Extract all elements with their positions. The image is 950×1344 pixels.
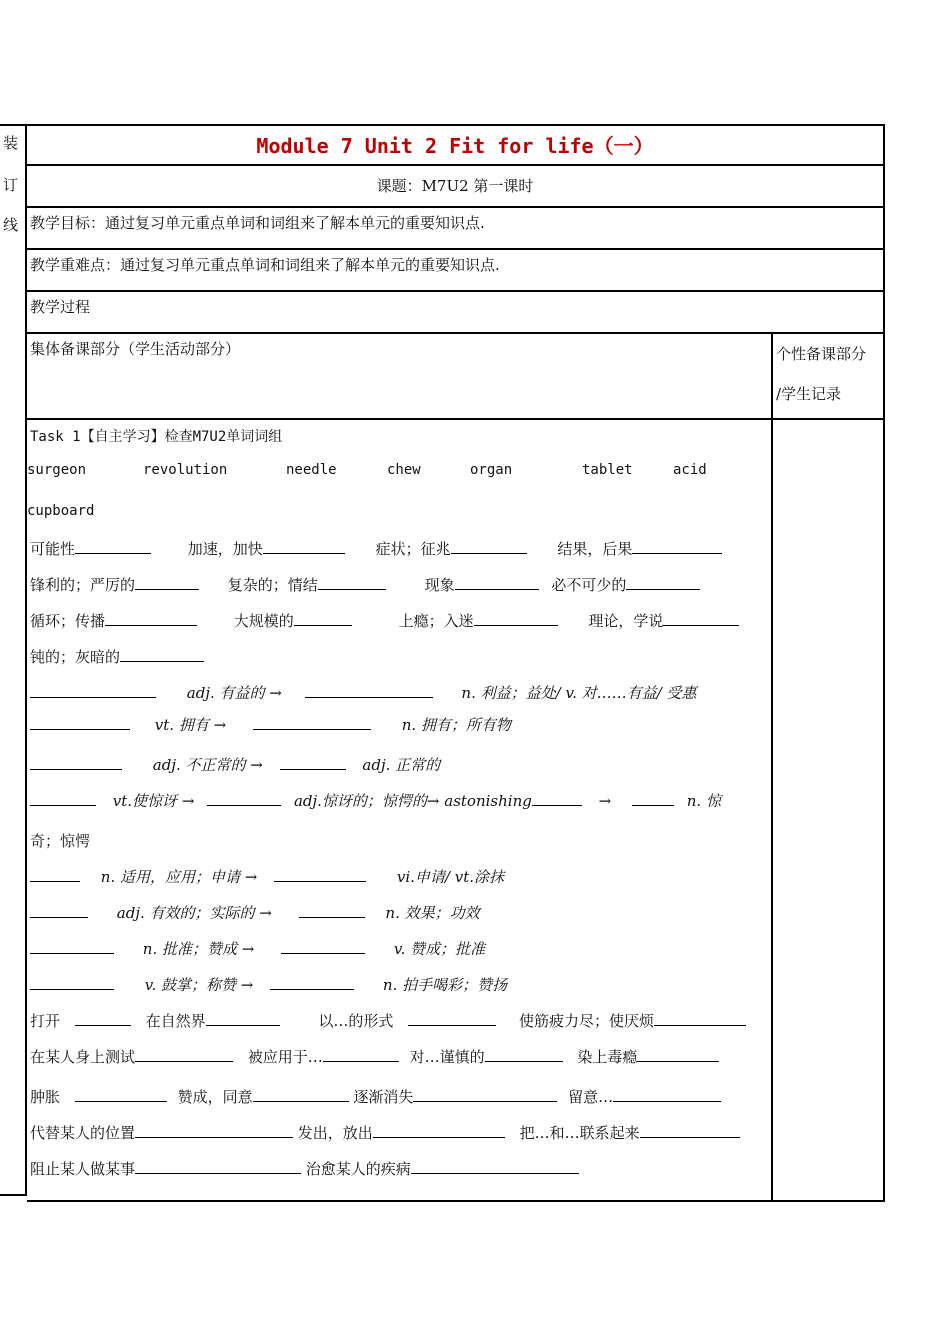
blank-line[interactable] — [323, 1047, 399, 1062]
blank-line[interactable] — [30, 715, 130, 730]
phrase-row-2: 在某人身上测试 被应用于… 对…谨慎的 染上毒瘾 — [30, 1046, 719, 1067]
worksheet-frame — [0, 124, 884, 1194]
word-item: acid — [673, 462, 707, 478]
task-heading: Task 1【自主学习】检查M7U2单词词组 — [30, 429, 283, 445]
personal-header-line-2: /学生记录 — [776, 385, 842, 403]
blank-line[interactable] — [305, 683, 433, 698]
binding-char-3: 线 — [3, 216, 19, 234]
phrase-row-4: 代替某人的位置 发出，放出 把…和…联系起来 — [30, 1122, 740, 1143]
personal-header — [773, 334, 883, 418]
deriv-row-8: v. 鼓掌；称赞 → n. 拍手喝彩；赞扬 — [30, 974, 507, 995]
blank-line[interactable] — [135, 1047, 233, 1062]
deriv-row-5: n. 适用，应用；申请 → vi.申请/ vt.涂抹 — [30, 866, 504, 887]
vocab-row-3: 循环；传播 大规模的 上瘾；入迷 理论，学说 — [30, 610, 739, 631]
binding-margin — [0, 124, 27, 1196]
blank-line[interactable] — [654, 1011, 746, 1026]
word-item: organ — [470, 462, 513, 478]
word-item: needle — [286, 462, 337, 478]
blank-line[interactable] — [280, 755, 346, 770]
blank-line[interactable] — [455, 575, 539, 590]
blank-line[interactable] — [299, 903, 365, 918]
blank-line[interactable] — [663, 611, 739, 626]
blank-line[interactable] — [30, 939, 114, 954]
personal-notes-cell[interactable] — [773, 420, 883, 1200]
page-title: Module 7 Unit 2 Fit for life（一） — [27, 126, 883, 166]
blank-line[interactable] — [207, 791, 281, 806]
blank-line[interactable] — [30, 791, 96, 806]
blank-line[interactable] — [640, 1123, 740, 1138]
blank-line[interactable] — [408, 1011, 496, 1026]
blank-line[interactable] — [263, 539, 345, 554]
vocab-row-4: 钝的；灰暗的 — [30, 646, 204, 667]
blank-line[interactable] — [30, 683, 156, 698]
blank-line[interactable] — [75, 539, 151, 554]
blank-line[interactable] — [294, 611, 352, 626]
blank-line[interactable] — [270, 975, 354, 990]
blank-line[interactable] — [206, 1011, 280, 1026]
teaching-process: 教学过程 — [27, 292, 883, 334]
phrase-row-3: 肿胀 赞成，同意 逐渐消失 留意… — [30, 1086, 721, 1107]
blank-line[interactable] — [75, 1011, 131, 1026]
blank-line[interactable] — [451, 539, 527, 554]
blank-line[interactable] — [253, 1087, 349, 1102]
deriv-row-3: adj. 不正常的 → adj. 正常的 — [30, 754, 440, 775]
blank-line[interactable] — [135, 1123, 293, 1138]
blank-line[interactable] — [485, 1047, 563, 1062]
blank-line[interactable] — [411, 1159, 579, 1174]
teaching-goal: 教学目标：通过复习单元重点单词和词组来了解本单元的重要知识点. — [27, 208, 883, 250]
blank-line[interactable] — [318, 575, 386, 590]
vocab-row-2: 锋利的；严厉的 复杂的；情结 现象 必不可少的 — [30, 574, 700, 595]
blank-line[interactable] — [413, 1087, 557, 1102]
personal-header-line-1: 个性备课部分 — [776, 345, 867, 363]
binding-char-1: 装 — [3, 134, 19, 152]
blank-line[interactable] — [632, 539, 722, 554]
blank-line[interactable] — [30, 867, 80, 882]
blank-line[interactable] — [135, 575, 199, 590]
blank-line[interactable] — [120, 647, 204, 662]
blank-line[interactable] — [373, 1123, 505, 1138]
word-item: cupboard — [27, 503, 95, 519]
blank-line[interactable] — [626, 575, 700, 590]
deriv-row-7: n. 批准；赞成 → v. 赞成；批准 — [30, 938, 485, 959]
deriv-row-1: adj. 有益的 → n. 利益；益处/ v. 对……有益/ 受惠 — [30, 682, 697, 703]
section-header-row — [27, 334, 883, 420]
blank-line[interactable] — [632, 791, 674, 806]
blank-line[interactable] — [637, 1047, 719, 1062]
deriv-row-2: vt. 拥有 → n. 拥有；所有物 — [30, 714, 511, 735]
collective-header: 集体备课部分（学生活动部分） — [27, 334, 773, 418]
phrase-row-1: 打开 在自然界 以…的形式 使筋疲力尽；使厌烦 — [30, 1010, 746, 1031]
blank-line[interactable] — [30, 975, 114, 990]
blank-line[interactable] — [474, 611, 558, 626]
word-item: revolution — [143, 462, 228, 478]
blank-line[interactable] — [30, 903, 88, 918]
blank-line[interactable] — [75, 1087, 167, 1102]
word-item: surgeon — [27, 462, 87, 478]
phrase-row-5: 阻止某人做某事 治愈某人的疾病 — [30, 1158, 579, 1179]
word-item: tablet — [582, 462, 633, 478]
binding-char-2: 订 — [3, 176, 19, 194]
blank-line[interactable] — [281, 939, 365, 954]
deriv-row-4: vt.使惊讶 → adj.惊讶的；惊愕的→ astonishing → n. 惊 — [30, 790, 721, 811]
blank-line[interactable] — [532, 791, 582, 806]
student-activity — [27, 420, 773, 1200]
blank-line[interactable] — [613, 1087, 721, 1102]
deriv-row-6: adj. 有效的；实际的 → n. 效果；功效 — [30, 902, 480, 923]
blank-line[interactable] — [135, 1159, 301, 1174]
blank-line[interactable] — [253, 715, 371, 730]
lesson-table — [27, 124, 885, 1202]
content-row — [27, 420, 883, 1200]
deriv-row-4-cont: 奇；惊愕 — [30, 832, 91, 850]
teaching-difficulty: 教学重难点：通过复习单元重点单词和词组来了解本单元的重要知识点. — [27, 250, 883, 292]
blank-line[interactable] — [105, 611, 197, 626]
blank-line[interactable] — [274, 867, 366, 882]
blank-line[interactable] — [30, 755, 122, 770]
vocab-row-1: 可能性 加速，加快 症状；征兆 结果，后果 — [30, 538, 722, 559]
word-item: chew — [387, 462, 421, 478]
lesson-subtitle: 课题：M7U2 第一课时 — [27, 166, 883, 208]
